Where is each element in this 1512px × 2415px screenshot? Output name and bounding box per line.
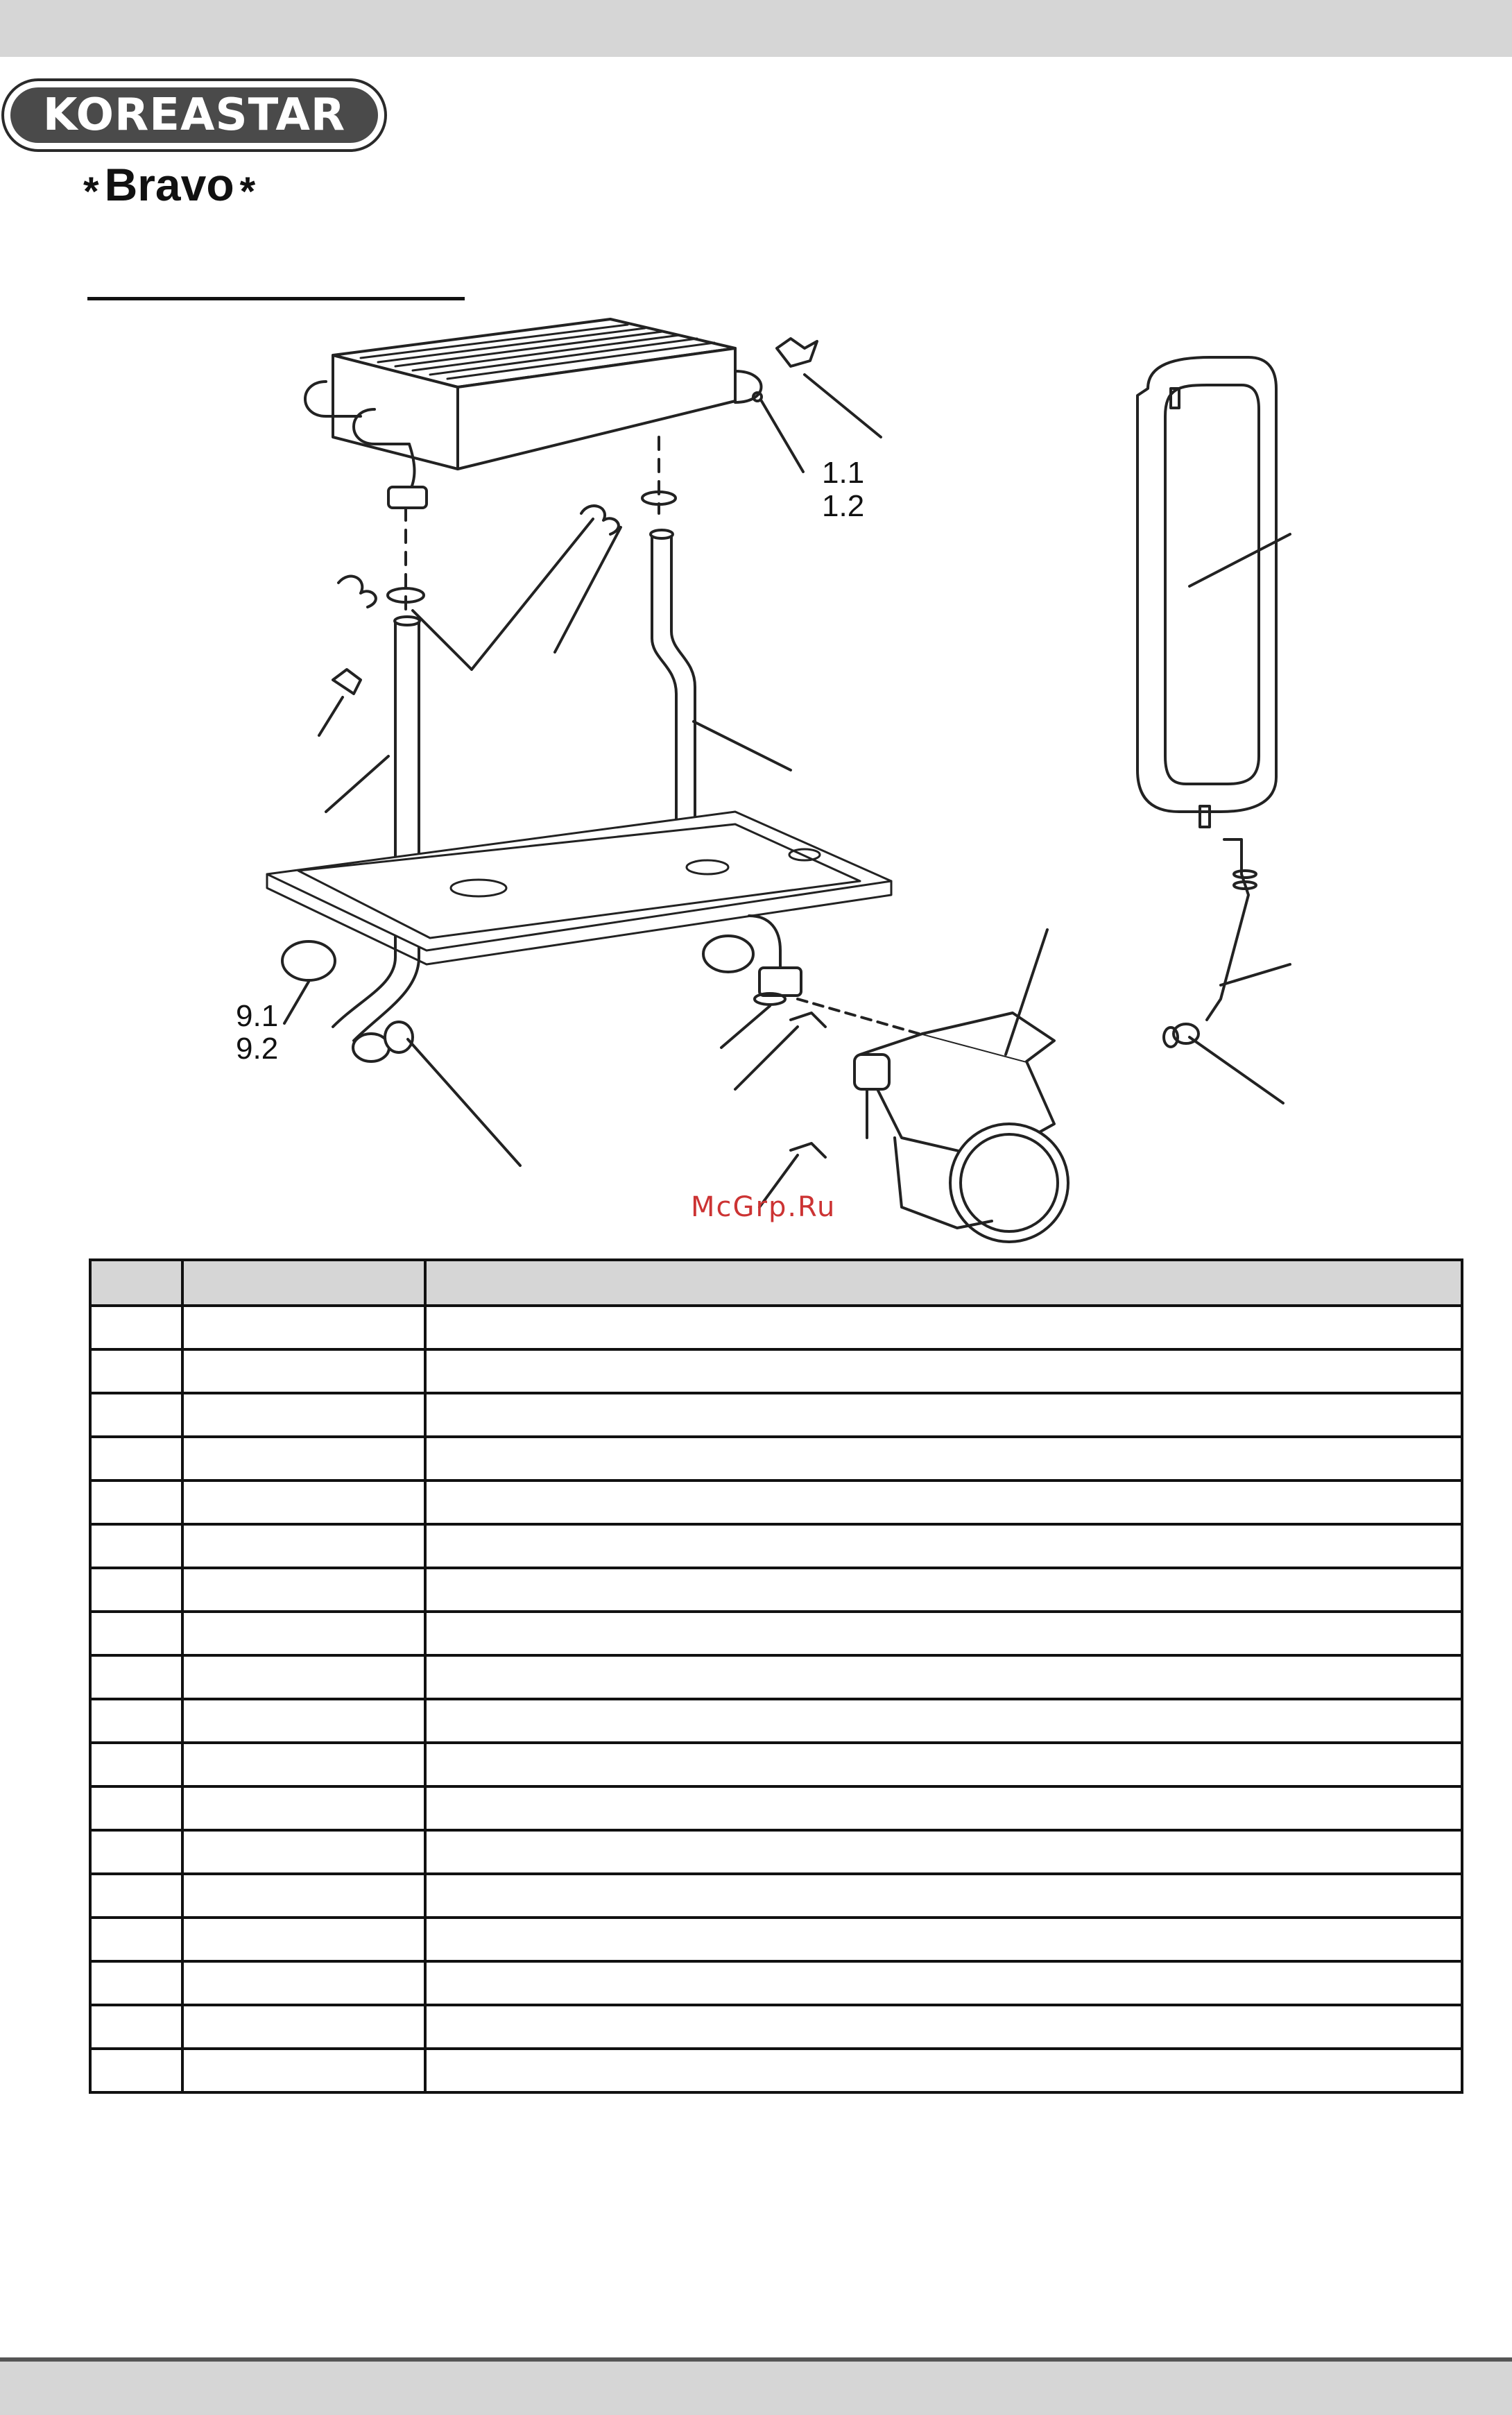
model-title — [83, 158, 256, 214]
cell-description — [425, 1524, 1462, 1568]
table-row — [90, 1786, 1462, 1830]
callout-1-2: 1.2 — [822, 489, 865, 523]
cell-code — [182, 2049, 425, 2092]
cell-code — [182, 1874, 425, 1918]
parts-table-body — [90, 1306, 1462, 2092]
pump — [854, 930, 1068, 1242]
table-row — [90, 1568, 1462, 1612]
table-row — [90, 2049, 1462, 2092]
cell-description — [425, 1918, 1462, 1961]
cell-no — [90, 2005, 182, 2049]
table-row — [90, 1349, 1462, 1393]
base-frame — [267, 812, 891, 964]
cell-no — [90, 1874, 182, 1918]
top-band — [0, 0, 1512, 57]
cell-code — [182, 1655, 425, 1699]
cell-code — [182, 2005, 425, 2049]
cell-code — [182, 1568, 425, 1612]
table-row — [90, 1961, 1462, 2005]
cell-description — [425, 1480, 1462, 1524]
table-row — [90, 1306, 1462, 1349]
parts-table — [89, 1258, 1463, 2094]
table-row — [90, 1612, 1462, 1655]
table-header-row — [90, 1260, 1462, 1306]
exploded-parts-diagram — [0, 305, 1512, 1249]
table-row — [90, 1830, 1462, 1874]
brand-logo — [1, 78, 387, 152]
cell-code — [182, 1349, 425, 1393]
table-row — [90, 1743, 1462, 1786]
cell-description — [425, 2005, 1462, 2049]
table-row — [90, 1699, 1462, 1743]
section-title-rule — [87, 297, 465, 300]
callout-9-2: 9.2 — [236, 1032, 279, 1066]
vessel-connecting-pipe — [1164, 839, 1290, 1103]
cell-no — [90, 2049, 182, 2092]
cell-description — [425, 1568, 1462, 1612]
cell-no — [90, 1306, 182, 1349]
cell-description — [425, 1306, 1462, 1349]
cell-no — [90, 1699, 182, 1743]
header-cell-no — [90, 1260, 182, 1306]
header-cell-description — [425, 1260, 1462, 1306]
cell-description — [425, 1743, 1462, 1786]
cell-no — [90, 1655, 182, 1699]
cell-code — [182, 1306, 425, 1349]
cell-description — [425, 1349, 1462, 1393]
model-name: Bravo — [104, 159, 234, 210]
heat-exchanger — [305, 319, 762, 508]
cell-code — [182, 1918, 425, 1961]
cell-no — [90, 1830, 182, 1874]
table-row — [90, 1437, 1462, 1480]
watermark: McGrp.Ru — [691, 1191, 836, 1223]
table-row — [90, 2005, 1462, 2049]
star-right: * — [239, 169, 256, 214]
cell-no — [90, 1743, 182, 1786]
cell-no — [90, 1524, 182, 1568]
cell-description — [425, 1437, 1462, 1480]
table-row — [90, 1393, 1462, 1437]
cell-description — [425, 2049, 1462, 2092]
cell-description — [425, 1393, 1462, 1437]
cell-description — [425, 1874, 1462, 1918]
expansion-vessel — [1137, 357, 1290, 827]
cell-code — [182, 1961, 425, 2005]
cell-no — [90, 1918, 182, 1961]
header-cell-code — [182, 1260, 425, 1306]
table-row — [90, 1480, 1462, 1524]
cell-description — [425, 1655, 1462, 1699]
cell-code — [182, 1480, 425, 1524]
brand-logo-text: KOREASTAR — [10, 87, 378, 143]
callout-9-1: 9.1 — [236, 999, 279, 1033]
star-left: * — [83, 169, 99, 214]
cell-description — [425, 1699, 1462, 1743]
cell-no — [90, 1961, 182, 2005]
cell-code — [182, 1786, 425, 1830]
cell-code — [182, 1524, 425, 1568]
cell-code — [182, 1830, 425, 1874]
cell-no — [90, 1393, 182, 1437]
table-row — [90, 1655, 1462, 1699]
cell-code — [182, 1612, 425, 1655]
cell-code — [182, 1393, 425, 1437]
cell-code — [182, 1437, 425, 1480]
cell-no — [90, 1612, 182, 1655]
cell-no — [90, 1568, 182, 1612]
table-row — [90, 1918, 1462, 1961]
table-row — [90, 1874, 1462, 1918]
cell-description — [425, 1786, 1462, 1830]
bottom-band — [0, 2362, 1512, 2415]
cell-no — [90, 1349, 182, 1393]
cell-no — [90, 1437, 182, 1480]
hook-clip — [762, 339, 881, 472]
cell-code — [182, 1699, 425, 1743]
cell-no — [90, 1786, 182, 1830]
cell-description — [425, 1830, 1462, 1874]
cell-description — [425, 1612, 1462, 1655]
cell-no — [90, 1480, 182, 1524]
callout-1-1: 1.1 — [822, 456, 865, 490]
table-row — [90, 1524, 1462, 1568]
cell-code — [182, 1743, 425, 1786]
cell-description — [425, 1961, 1462, 2005]
